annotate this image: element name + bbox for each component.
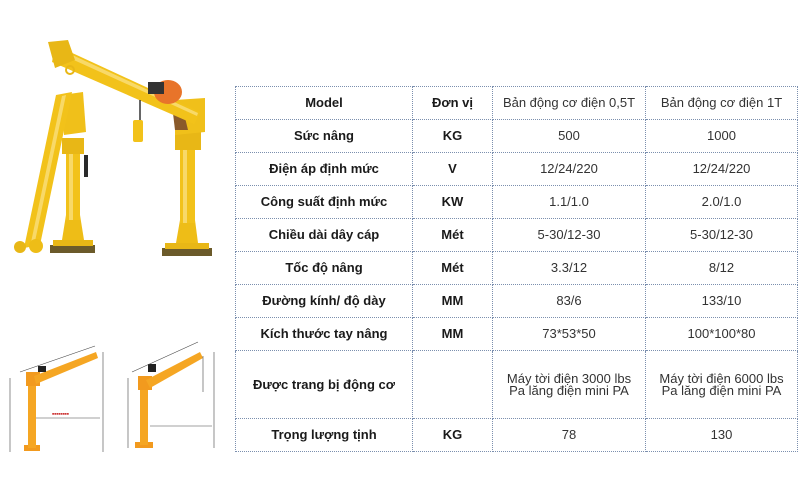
row-value-col1: 500 <box>493 120 646 153</box>
engine-line-2: Pa lăng điện mini PA <box>661 382 782 398</box>
row-unit: Mét <box>413 252 493 285</box>
row-value-col1: 78 <box>493 419 646 452</box>
row-value-col2: 1000 <box>646 120 798 153</box>
row-label: Sức nâng <box>236 120 413 153</box>
engine-line-1: Máy tời điện 6000 lbs <box>659 370 784 386</box>
row-value-col1 <box>493 351 646 419</box>
row-unit: V <box>413 153 493 186</box>
svg-text:■■■■■■■■: ■■■■■■■■ <box>52 412 69 416</box>
row-label: Chiều dài dây cáp <box>236 219 413 252</box>
table-row <box>236 120 798 153</box>
row-unit: Mét <box>413 219 493 252</box>
row-label: Điện áp định mức <box>236 153 413 186</box>
row-label: Tốc độ nâng <box>236 252 413 285</box>
crane-dimension-diagrams <box>0 330 230 470</box>
row-label: Công suất định mức <box>236 186 413 219</box>
table-row <box>236 419 798 452</box>
row-value-col2: 133/10 <box>646 285 798 318</box>
row-value-col1: 1.1/1.0 <box>493 186 646 219</box>
table-row <box>236 186 798 219</box>
row-unit: MM <box>413 318 493 351</box>
row-value-col1: 83/6 <box>493 285 646 318</box>
row-value-col1: 3.3/12 <box>493 252 646 285</box>
table-row <box>236 219 798 252</box>
diagram-tall-crane-icon <box>128 342 214 448</box>
row-value-col1: 12/24/220 <box>493 153 646 186</box>
row-label: Đường kính/ độ dày <box>236 285 413 318</box>
specification-table <box>235 86 798 452</box>
row-unit: MM <box>413 285 493 318</box>
row-value-col2 <box>646 351 798 419</box>
table-row <box>236 351 798 419</box>
engine-line-2: Pa lăng điện mini PA <box>509 382 629 398</box>
row-label: Được trang bị động cơ <box>236 351 413 419</box>
folded-crane-icon <box>14 92 95 253</box>
crane-product-photo <box>0 20 230 300</box>
header-col1: Bản động cơ điện 0,5T <box>493 87 646 120</box>
row-unit <box>413 351 493 419</box>
header-model: Model <box>236 87 413 120</box>
table-row <box>236 252 798 285</box>
table-row <box>236 285 798 318</box>
table-header-row <box>236 87 798 120</box>
table-row <box>236 318 798 351</box>
row-value-col2: 100*100*80 <box>646 318 798 351</box>
row-value-col2: 2.0/1.0 <box>646 186 798 219</box>
row-value-col1: 73*53*50 <box>493 318 646 351</box>
row-value-col2: 8/12 <box>646 252 798 285</box>
row-label: Trọng lượng tịnh <box>236 419 413 452</box>
row-unit: KG <box>413 419 493 452</box>
row-unit: KW <box>413 186 493 219</box>
diagram-short-crane-icon <box>10 346 103 452</box>
row-unit: KG <box>413 120 493 153</box>
engine-line-1: Máy tời điện 3000 lbs <box>506 370 632 386</box>
row-value-col2: 130 <box>646 419 798 452</box>
header-unit: Đơn vị <box>413 87 493 120</box>
table-row <box>236 153 798 186</box>
row-value-col2: 12/24/220 <box>646 153 798 186</box>
row-value-col2: 5-30/12-30 <box>646 219 798 252</box>
header-col2: Bản động cơ điện 1T <box>646 87 798 120</box>
row-value-col1: 5-30/12-30 <box>493 219 646 252</box>
row-label: Kích thước tay nâng <box>236 318 413 351</box>
